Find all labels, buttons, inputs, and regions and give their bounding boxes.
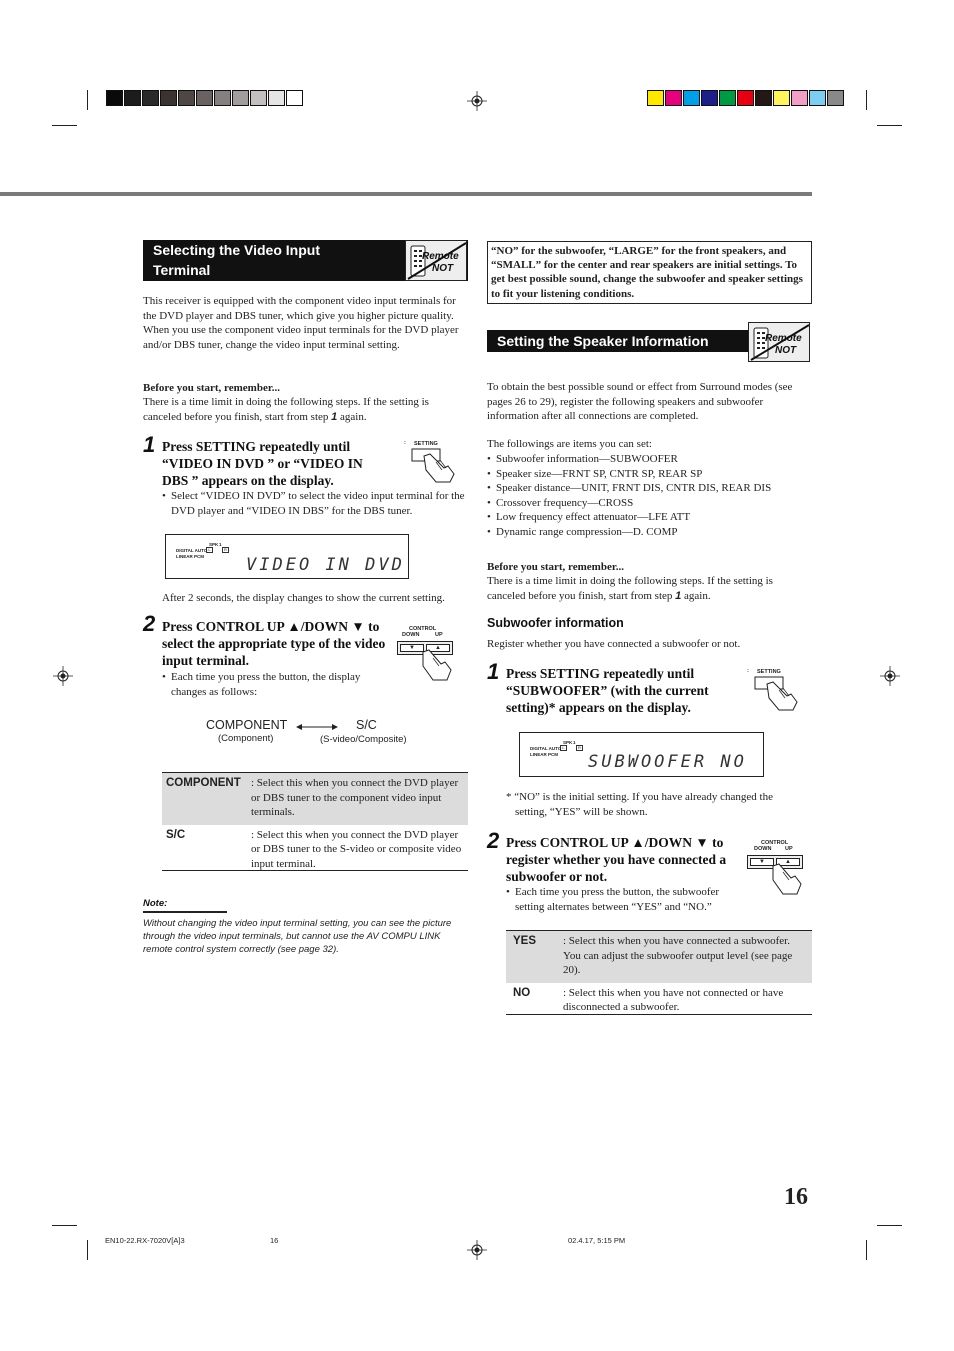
badge-remote-label: Remote bbox=[422, 251, 459, 262]
top-rule bbox=[0, 192, 812, 196]
crop-mark bbox=[52, 1225, 77, 1226]
step-number: 1 bbox=[487, 659, 500, 684]
down-label: DOWN bbox=[402, 632, 420, 638]
receiver-display bbox=[519, 732, 764, 777]
gray-swatch bbox=[178, 90, 195, 106]
gray-swatch bbox=[250, 90, 267, 106]
up-arrow-icon: ▲ bbox=[776, 858, 800, 866]
receiver-display bbox=[165, 534, 409, 579]
display-linear-pcm: LINEAR PCM bbox=[530, 752, 558, 757]
display-spk-label: SPK bbox=[563, 740, 573, 745]
step1-instruction: Press SETTING repeatedly until “VIDEO IN DVD ” or “VIDEO IN DBS ” appears on the display. bbox=[162, 439, 363, 488]
step2-bullet: • Each time you press the button, the display changes as follows: bbox=[162, 670, 387, 699]
before-title: Before you start, remember... bbox=[487, 561, 624, 573]
color-swatch bbox=[665, 90, 682, 106]
hand-press-icon bbox=[410, 448, 460, 484]
after-seconds-text: After 2 seconds, the display changes to show the current setting. bbox=[162, 592, 445, 604]
subwoofer-subheading: Subwoofer information bbox=[487, 616, 624, 630]
strike-icon bbox=[406, 241, 468, 282]
note-text: Without changing the video input terminal setting, you can see the picture through the video input terminals, but cannot use the AV COMPU LINK remote control system correctly (see page 32). bbox=[143, 918, 452, 955]
gray-swatch bbox=[214, 90, 231, 106]
before-step-ref: 1 bbox=[331, 410, 338, 423]
list-item: • Subwoofer information—SUBWOOFER bbox=[487, 452, 812, 467]
remote-not-badge bbox=[405, 240, 467, 281]
before-text-b: again. bbox=[684, 589, 711, 602]
step-number: 1 bbox=[143, 432, 156, 457]
subwoofer-intro: Register whether you have connected a subwoofer or not. bbox=[487, 638, 741, 650]
setting-button-label: SETTING bbox=[414, 441, 438, 447]
down-label: DOWN bbox=[754, 846, 772, 852]
display-speaker-r: R bbox=[222, 547, 229, 553]
video-input-options-table bbox=[162, 773, 468, 876]
badge-not-label: NOT bbox=[432, 263, 454, 274]
setting-button-illustration: : SETTING bbox=[745, 666, 805, 711]
up-arrow-icon: ▲ bbox=[426, 644, 450, 652]
registration-target-icon bbox=[467, 1240, 487, 1260]
display-speaker-r: R bbox=[576, 745, 583, 751]
subwoofer-options-table bbox=[506, 931, 812, 1020]
crop-mark bbox=[87, 90, 88, 110]
badge-remote-label: Remote bbox=[765, 333, 802, 344]
registration-target-icon bbox=[880, 666, 900, 686]
gray-swatch bbox=[124, 90, 141, 106]
crop-mark bbox=[877, 1225, 902, 1226]
before-text bbox=[143, 395, 468, 424]
gray-swatch bbox=[160, 90, 177, 106]
color-swatch bbox=[809, 90, 826, 106]
option-desc: : Select this when you have not connected or have disconnected a subwoofer. bbox=[563, 986, 784, 1013]
option-desc: : Select this when you connect the DVD player or DBS tuner to the component video input terminals. bbox=[248, 773, 468, 825]
initial-settings-notice bbox=[487, 241, 812, 304]
note-title: Note: bbox=[143, 898, 168, 909]
crop-mark bbox=[87, 1240, 88, 1260]
list-item: • Dynamic range compression—D. COMP bbox=[487, 525, 812, 540]
step1-instruction: Press SETTING repeatedly until “SUBWOOFER” (with the current setting)* appears on the display. bbox=[506, 666, 709, 715]
display-spk-label: SPK bbox=[209, 542, 219, 547]
display-readout: VIDEO IN DVD bbox=[246, 555, 405, 575]
option-key: COMPONENT bbox=[162, 773, 248, 825]
crop-mark bbox=[877, 125, 902, 126]
gray-swatch bbox=[142, 90, 159, 106]
color-swatch bbox=[755, 90, 772, 106]
section-title-line2: Terminal bbox=[153, 262, 211, 278]
step-number: 2 bbox=[143, 611, 156, 636]
cycle-component: COMPONENT bbox=[206, 718, 288, 732]
crop-mark bbox=[866, 90, 867, 110]
double-arrow-icon bbox=[296, 722, 338, 732]
gray-swatch bbox=[286, 90, 303, 106]
note-rule bbox=[143, 911, 227, 913]
intro-paragraph: This receiver is equipped with the component video input terminals for the DVD player and DBS tuner, which give you higher picture quality. When you use the component video input terminals for the DVD player and/or DBS tuner, change the video input terminal setting. bbox=[143, 295, 459, 351]
strike-icon bbox=[749, 323, 811, 363]
before-text-a: There is a time limit in doing the following steps. If the setting is canceled before you finish, start from step bbox=[487, 575, 773, 602]
list-item: • Crossover frequency—CROSS bbox=[487, 496, 812, 511]
step2-instruction: Press CONTROL UP ▲/DOWN ▼ to register whether you have connected a subwoofer or not. bbox=[506, 835, 727, 884]
remote-not-badge bbox=[748, 322, 810, 362]
color-swatch bbox=[647, 90, 664, 106]
registration-target-icon bbox=[467, 91, 487, 111]
color-swatch bbox=[683, 90, 700, 106]
control-button-illustration bbox=[395, 626, 460, 684]
page-number: 16 bbox=[784, 1184, 808, 1210]
footer-timestamp: 02.4.17, 5:15 PM bbox=[568, 1236, 626, 1245]
items-intro: The followings are items you can set: bbox=[487, 438, 652, 450]
down-arrow-icon: ▼ bbox=[400, 644, 424, 652]
color-swatch bbox=[701, 90, 718, 106]
speaker-intro: To obtain the best possible sound or effect from Surround modes (see pages 26 to 29), register the following speakers and subwoofer information after all connections are completed. bbox=[487, 381, 793, 422]
color-swatch bbox=[719, 90, 736, 106]
table-row bbox=[162, 825, 468, 877]
color-swatch bbox=[791, 90, 808, 106]
footer-page: 16 bbox=[270, 1236, 279, 1245]
display-digital-auto: DIGITAL AUTO bbox=[176, 548, 208, 553]
gray-swatch bbox=[196, 90, 213, 106]
option-desc: : Select this when you connect the DVD player or DBS tuner to the S-video or composite video input terminal. bbox=[251, 828, 462, 870]
before-title: Before you start, remember... bbox=[143, 382, 280, 394]
display-readout: SUBWOOFER NO bbox=[588, 752, 747, 772]
down-arrow-icon: ▼ bbox=[750, 858, 774, 866]
before-text-a: There is a time limit in doing the following steps. If the setting is canceled before you finish, start from step bbox=[143, 396, 429, 423]
color-swatch bbox=[827, 90, 844, 106]
notice-text: “NO” for the subwoofer, “LARGE” for the front speakers, and “SMALL” for the center and rear speakers are initial settings. To get best possible sound, change the subwoofer and speaker settings to fit your listening conditions. bbox=[491, 245, 803, 300]
color-swatch bbox=[773, 90, 790, 106]
table-rule bbox=[506, 1014, 812, 1015]
cycle-component-sub: (Component) bbox=[218, 733, 274, 744]
step2-bullet: • Each time you press the button, the subwoofer setting alternates between “YES” and “NO.” bbox=[506, 885, 738, 914]
step2-instruction: Press CONTROL UP ▲/DOWN ▼ to select the appropriate type of the video input terminal. bbox=[162, 619, 386, 668]
option-key: YES bbox=[506, 931, 560, 983]
registration-target-icon bbox=[53, 666, 73, 686]
table-rule bbox=[162, 870, 468, 871]
table-row bbox=[506, 931, 812, 983]
before-text bbox=[487, 574, 812, 603]
color-swatch bbox=[737, 90, 754, 106]
gray-swatch bbox=[232, 90, 249, 106]
cycle-sc: S/C bbox=[356, 718, 377, 732]
list-item: • Low frequency effect attenuator—LFE ATT bbox=[487, 510, 812, 525]
settable-items-list bbox=[487, 452, 812, 539]
list-item: • Speaker distance—UNIT, FRNT DIS, CNTR DIS, REAR DIS bbox=[487, 481, 812, 496]
crop-mark bbox=[866, 1240, 867, 1260]
display-digital-auto: DIGITAL AUTO bbox=[530, 746, 562, 751]
step1-bullet: • Select “VIDEO IN DVD” to select the video input terminal for the DVD player and “VIDEO IN DBS” for the DBS tuner. bbox=[162, 489, 468, 518]
list-item: • Speaker size—FRNT SP, CNTR SP, REAR SP bbox=[487, 467, 812, 482]
control-label: CONTROL bbox=[761, 840, 789, 846]
display-spk-num: 1 bbox=[573, 740, 576, 745]
before-text-b: again. bbox=[340, 410, 367, 423]
setting-button-illustration: : SETTING bbox=[402, 438, 462, 483]
control-label: CONTROL bbox=[409, 626, 437, 632]
hand-press-icon bbox=[753, 676, 803, 712]
up-label: UP bbox=[785, 846, 793, 852]
option-desc: : Select this when you have connected a subwoofer. You can adjust the subwoofer output level (see page 20). bbox=[560, 931, 812, 983]
footnote: * “NO” is the initial setting. If you have already changed the setting, “YES” will be shown. bbox=[506, 791, 773, 818]
step-number: 2 bbox=[487, 828, 500, 853]
table-row bbox=[162, 773, 468, 825]
cycle-sc-sub: (S-video/Composite) bbox=[320, 734, 407, 745]
option-key: S/C bbox=[166, 828, 186, 841]
hand-press-icon bbox=[765, 862, 805, 896]
setting-button-label: SETTING bbox=[757, 669, 781, 675]
control-button-illustration bbox=[745, 840, 810, 898]
before-step-ref: 1 bbox=[675, 589, 682, 602]
hand-press-icon bbox=[415, 648, 455, 682]
section-header-speaker-info: Setting the Speaker Information bbox=[487, 330, 749, 352]
display-speaker-l: L bbox=[560, 745, 567, 751]
section-title-line1: Selecting the Video Input bbox=[153, 242, 320, 258]
option-key: NO bbox=[513, 986, 531, 999]
up-label: UP bbox=[435, 632, 443, 638]
display-speaker-l: L bbox=[206, 547, 213, 553]
gray-swatch bbox=[268, 90, 285, 106]
gray-swatch bbox=[106, 90, 123, 106]
footer-file: EN10-22.RX-7020V[A]3 bbox=[105, 1236, 185, 1245]
badge-not-label: NOT bbox=[775, 345, 797, 356]
display-linear-pcm: LINEAR PCM bbox=[176, 554, 204, 559]
crop-mark bbox=[52, 125, 77, 126]
display-spk-num: 1 bbox=[219, 542, 222, 547]
